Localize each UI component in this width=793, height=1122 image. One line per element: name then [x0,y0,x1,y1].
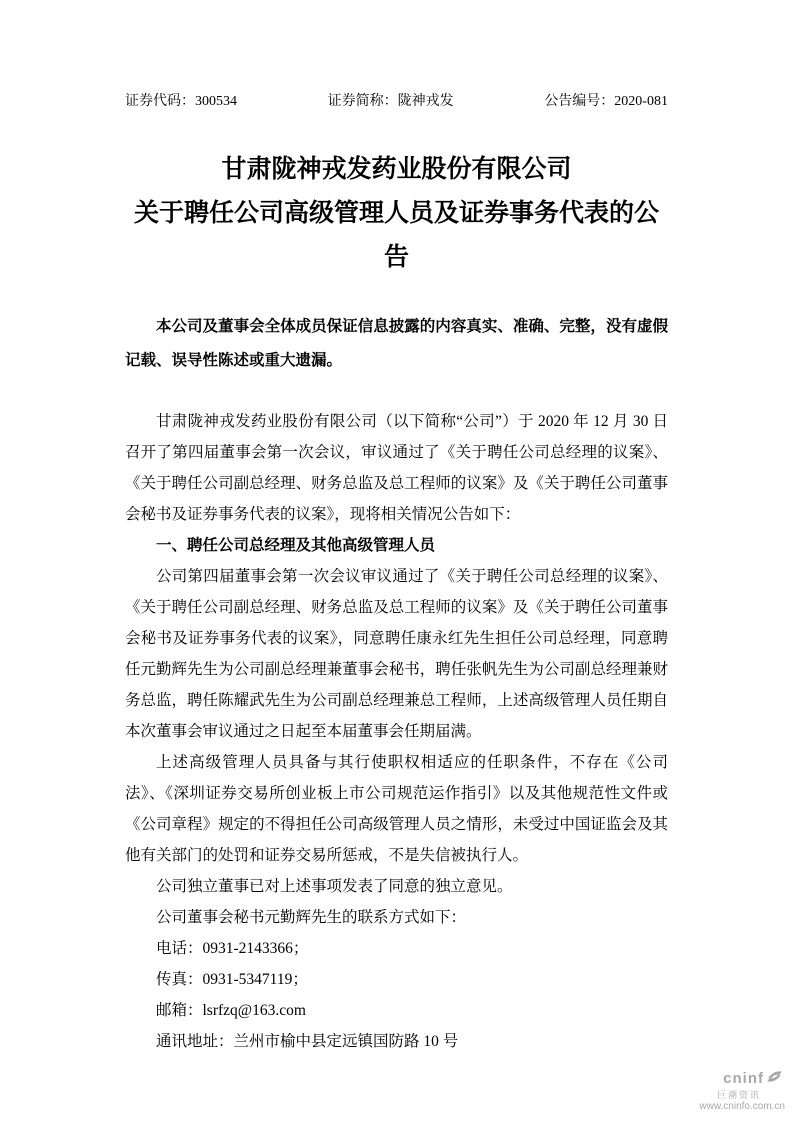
announcement-subject-title: 关于聘任公司高级管理人员及证券事务代表的公告 [133,200,659,271]
section-1-heading: 一、聘任公司总经理及其他高级管理人员 [156,537,436,554]
qualification-paragraph: 上述高级管理人员具备与其行使职权相适应的任职条件，不存在《公司法》、《深圳证券交易所创业板上市公司规范运作指引》以及其他规范性文件或《公司章程》规定的不得担任公司高级管理人员之情形，未受过中国证监会及其他有关部门的处罚和证券交易所惩戒，不是失信被执行人。 [125,754,668,864]
document-header [125,92,668,112]
cninfo-logo-row [723,1068,783,1090]
cninfo-url: www.cninfo.com.cn [699,1100,785,1112]
cninfo-chinese-name: 巨潮资讯 [716,1090,761,1101]
contact-fax: 传真：0931-5347119； [156,971,308,988]
stock-short-name: 证券简称：陇神戎发 [327,94,454,109]
cninfo-logo-text: cninf [723,1070,764,1088]
document-title [125,148,668,280]
appointment-paragraph: 公司第四届董事会第一次会议审议通过了《关于聘任公司总经理的议案》、《关于聘任公司副总经理、财务总监及总工程师的议案》及《关于聘任公司董事会秘书及证券事务代表的议案》，同意聘任康永红先生担任公司总经理，同意聘任元勤辉先生为公司副总经理兼董事会秘书，聘任张帆先生为公司副总经理兼财务总监，聘任陈耀武先生为公司副总经理兼总工程师，上述高级管理人员任期自本次董事会审议通过之日起至本届董事会任期届满。 [125,568,668,740]
intro-paragraph: 甘肃陇神戎发药业股份有限公司（以下简称“公司”）于 2020 年 12 月 30 日召开了第四届董事会第一次会议，审议通过了《关于聘任公司总经理的议案》、《关于聘任公司副总经理、财务总监及总工程师的议案》及《关于聘任公司董事会秘书及证券事务代表的议案》，现将相关情况公告如下： [125,413,668,523]
independent-director-opinion: 公司独立董事已对上述事项发表了同意的独立意见。 [156,878,513,895]
document-body [125,406,668,1057]
disclaimer-statement: 本公司及董事会全体成员保证信息披露的内容真实、准确、完整，没有虚假记载、误导性陈述或重大遗漏。 [125,318,668,369]
contact-address: 通讯地址：兰州市榆中县定远镇国防路 10 号 [156,1033,459,1050]
company-name-title: 甘肃陇神戎发药业股份有限公司 [221,156,572,183]
contact-email: 邮箱：lsrfzq@163.com [156,1002,306,1019]
contact-phone: 电话：0931-2143366； [156,940,309,957]
stock-code: 证券代码：300534 [125,94,237,109]
announcement-number: 公告编号：2020-081 [544,94,668,109]
contact-intro: 公司董事会秘书元勤辉先生的联系方式如下： [156,909,467,926]
cninfo-watermark [699,1068,785,1112]
cninfo-swirl-icon [766,1068,783,1090]
